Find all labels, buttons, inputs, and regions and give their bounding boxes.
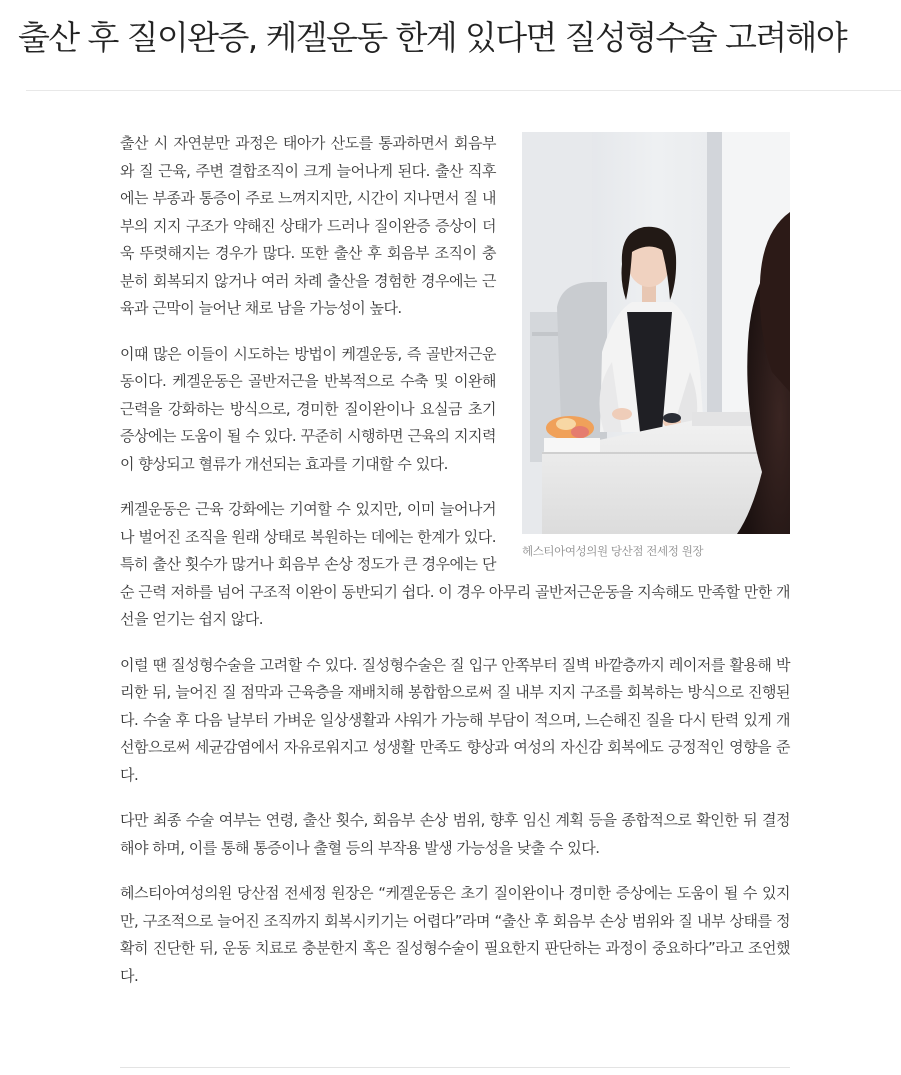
article-figure <box>522 132 790 560</box>
article-body <box>120 130 790 1008</box>
article-paragraph: 다만 최종 수술 여부는 연령, 출산 횟수, 회음부 손상 범위, 향후 임신 계획 등을 종합적으로 확인한 뒤 결정해야 하며, 이를 통해 통증이나 출혈 등의 부작용 발생 가능성을 낮출 수 있다. <box>120 811 790 857</box>
figure-caption: 헤스티아여성의원 당산점 전세정 원장 <box>522 544 704 558</box>
article-paragraph: 헤스티아여성의원 당산점 전세정 원장은 “케겔운동은 초기 질이완이나 경미한 증상에는 도움이 될 수 있지만, 구조적으로 늘어진 조직까지 회복시키기는 어렵다”라며 “출산 후 회음부 손상 범위와 질 내부 상태를 정확히 진단한 뒤, 운동 치료로 충분한지 혹은 질성형수술이 필요한지 판단하는 과정이 중요하다”라고 조언했다. <box>120 884 790 985</box>
article-title: 출산 후 질이완증, 케겔운동 한계 있다면 질성형수술 고려해야 <box>18 18 847 57</box>
article-paragraph: 이럴 땐 질성형수술을 고려할 수 있다. 질성형수술은 질 입구 안쪽부터 질벽 바깥층까지 레이저를 활용해 박리한 뒤, 늘어진 질 점막과 근육층을 재배치해 봉합함으로써 질 내부 지지 구조를 회복하는 방식으로 진행된다. 수술 후 다음 날부터 가벼운 일상생활과 샤워가 가능해 부담이 적으며, 느슨해진 질을 다시 탄력 있게 개선함으로써 세균감염에서 자유로워지고 성생활 만족도 향상과 여성의 자신감 회복에도 긍정적인 영향을 준다. <box>120 655 790 784</box>
article-paragraph: 이때 많은 이들이 시도하는 방법이 케겔운동, 즉 골반저근운동이다. 케겔운동은 골반저근을 반복적으로 수축 및 이완해 근력을 강화하는 방식으로, 경미한 질이완이나 요실금 초기 증상에는 도움이 될 수 있다. 꾸준히 시행하면 근육의 지지력이 향상되고 혈류가 개선되는 효과를 기대할 수 있다. <box>120 344 496 473</box>
article-paragraph: 케겔운동은 근육 강화에는 기여할 수 있지만, 이미 늘어나거나 벌어진 조직을 원래 상태로 복원하는 데에는 한계가 있다. 특히 출산 횟수가 많거나 회음부 손상 정도가 큰 경우에는 단순 근력 저하를 넘어 구조적 이완이 동반되기 쉽다. 이 경우 아무리 골반저근운동을 지속해도 만족할 만한 개선을 얻기는 쉽지 않다. <box>120 500 790 628</box>
article-paragraph: 출산 시 자연분만 과정은 태아가 산도를 통과하면서 회음부와 질 근육, 주변 결합조직이 크게 늘어나게 된다. 출산 직후에는 부종과 통증이 주로 느껴지지만, 시간이 지나면서 질 내부의 지지 구조가 약해진 상태가 드러나 질이완증 증상이 더욱 뚜렷해지는 경우가 많다. 또한 출산 후 회음부 조직이 충분히 회복되지 않거나 여러 차례 출산을 경험한 경우에는 근육과 근막이 늘어난 채로 남을 가능성이 높다. <box>120 134 496 317</box>
doctor-photo <box>522 132 790 534</box>
title-divider <box>26 90 901 91</box>
article-end-divider <box>120 1067 790 1068</box>
